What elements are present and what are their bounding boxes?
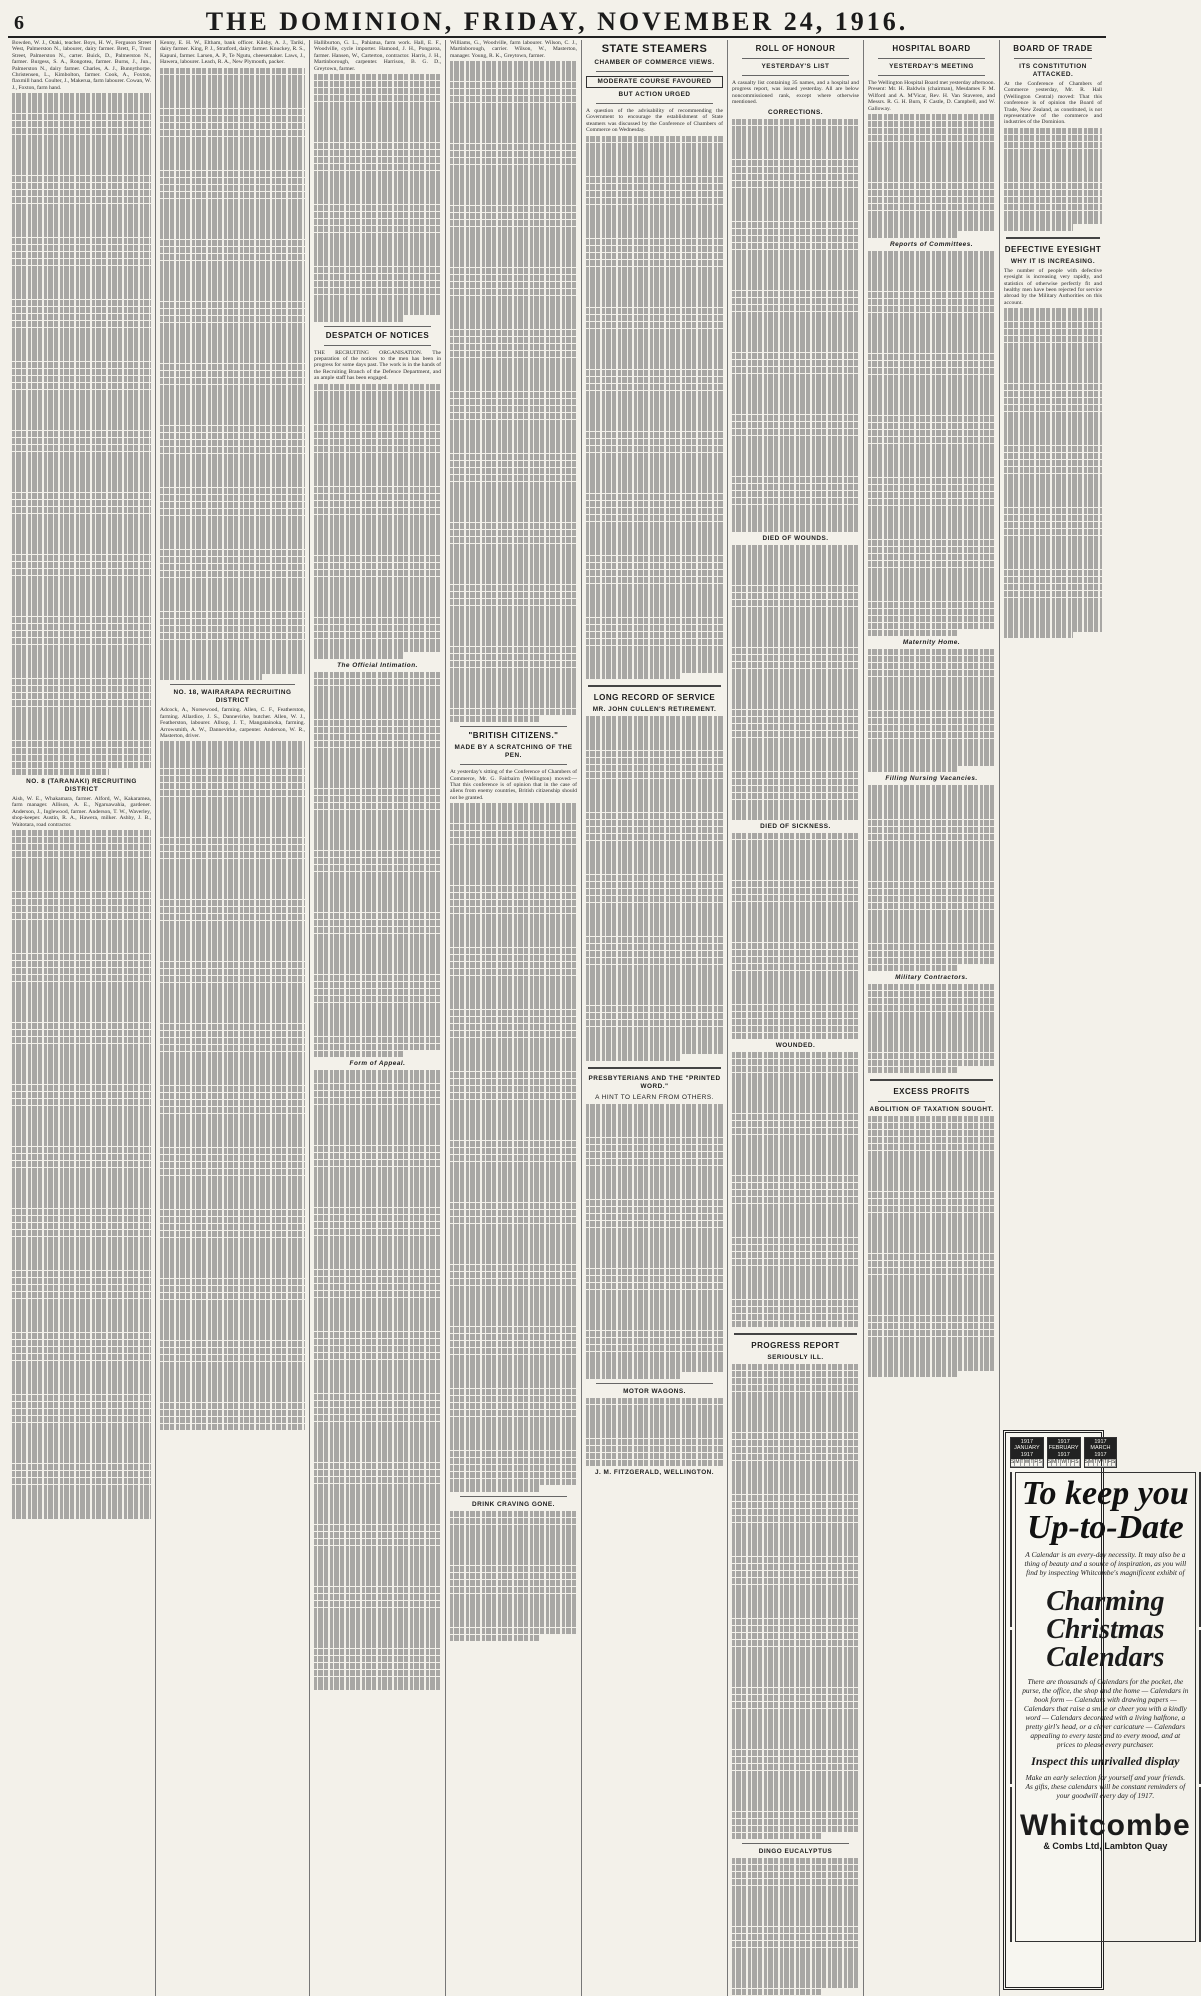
ad-text: There are thousands of Calendars for the pocket, the purse, the office, the shop and the home — Calendars in book form — Calendars with drawing papers — Calendars that raise a smile or cheer you with a kindly word — Calendars decorated with a living halftone, a pretty girl's head, or a clever caricature — Calendars appealing to every taste and to every mood, and at prices to please every purchaser. (1022, 1677, 1189, 1750)
text-block (450, 61, 577, 722)
article-lead: THE RECRUITING ORGANISATION. The preparation of the notices to the men has been in progress for some days past. The work is in the hands of the Recruiting Branch of the Defence Department, and an ample staff has been engaged. (314, 349, 441, 382)
text-block (732, 545, 859, 820)
calendar-month-1: 1917 JANUARY 1917 S M T W T F S (1010, 1437, 1044, 1468)
article-heading-despatch: DESPATCH OF NOTICES (325, 330, 430, 340)
article-lead: At the Conference of Chambers of Commerce yesterday, Mr. R. Hall (Wellington Central) moved: That this conference is of opinion the Board of Trade, New Zealand, as constituted, is not representative of the commerce and industries of the Dominion. (1004, 81, 1102, 126)
ad-heading-motor-wagons: MOTOR WAGONS. (623, 1387, 686, 1395)
text-block (314, 1070, 441, 1690)
page-number: 6 (14, 12, 24, 34)
column-2 (156, 40, 310, 1996)
column-8 (1000, 40, 1191, 1996)
divider (734, 1333, 857, 1335)
divider (878, 1101, 985, 1102)
ad-callout: Inspect this unrivalled display (1031, 1754, 1180, 1769)
calendar-side-left (1010, 1472, 1012, 1942)
divider (596, 103, 713, 104)
ad-text: Make an early selection for yourself and your friends. As gifts, these calendars will be constant reminders of your goodwill every day of 1917. (1025, 1773, 1186, 1801)
newspaper-title: THE DOMINION, FRIDAY, NOVEMBER 24, 1916. (205, 7, 909, 36)
article-lead: A question of the advisability of recommending the Government to encourage the establishment of State steamers was discussed by the Conference of Chambers of Commerce on Wednesday. (586, 108, 723, 134)
calendar-weekdays: S M T W T F S (1047, 1459, 1079, 1466)
article-subheading: ABOLITION OF TAXATION SOUGHT. (869, 1106, 994, 1114)
text-block (732, 119, 859, 532)
article-heading-state-steamers: STATE STEAMERS (601, 43, 708, 55)
text-block (12, 830, 151, 1519)
recruit-list-taranaki: Aish, W. E., Whakamara, farmer. Alford, W., Kakaramea, farm manager. Allison, A. E., Ngaruawahia, gardener. Anderson, J., Inglewood, farmer. Anderson, T. W., Waverley, shop-keeper. Austin, R. A., Hawera, milker. Ashby, J. B., Waitotara, road contractor. (12, 795, 151, 828)
subheading-form: Form of Appeal. (349, 1060, 406, 1068)
calendar-strip (1010, 1437, 1116, 1468)
divider (742, 1843, 849, 1844)
divider (324, 345, 431, 346)
calendar-weekdays: S M T W T F S (1084, 1459, 1116, 1466)
recruit-list: Bowden, W. J., Otaki, teacher. Boys, H. W., Ferguson Street West, Palmerston N., labourer, dairy farmer. Brett, F., Trust Street, Palmerston N., carter. Buick, D., Palmerston N., farmer. Burgess, S. A., Rongotea, farmer. Burns, J., Jun., Palmerston N., dairy farmer. Charles, A. J., Bunnythorpe. Christensen, L., Kimbolton, farmer. Cook, A., Foxton, flaxmill hand. Coulter, J., Makerua, farm labourer. Cowan, W. J., Foxton, farm hand. (12, 40, 151, 91)
recruit-list-wairarapa: Adcock, A., Norsewood, farming. Allen, C. F., Featherston, farming. Allardice, J. S., Dannevirke, butcher. Allen, W. J., Featherston, labourer. Allsop, J. T., Mangatainoka, farming. Arrowsmith, A. W., Dannevirke, carpenter. Anderson, W. R., Masterton, driver. (160, 707, 305, 740)
article-lead: A casualty list containing 35 names, and a hospital and progress report, was issued yesterday. All are below noncommissioned rank, except where otherwise mentioned. (732, 80, 859, 106)
text-block (868, 1116, 995, 1377)
text-block (586, 136, 723, 680)
text-block (314, 672, 441, 1057)
text-block (732, 1364, 859, 1839)
article-subheading: WHY IT IS INCREASING. (1010, 257, 1096, 265)
recruit-list: Williams, G., Woodville, farm labourer. Wilson, C. J., Martinborough, carrier. Wilson, W., Masterton, manager. Young, R. K., Greytown, farmer. (450, 40, 577, 59)
list-subheading: WOUNDED. (775, 1041, 816, 1049)
article-heading-british-citizens: "BRITISH CITIZENS." (468, 731, 559, 741)
divider (1006, 237, 1100, 239)
divider (588, 685, 721, 687)
brand-name: Whitcombe (1020, 1809, 1191, 1843)
article-lead: At yesterday's sitting of the Conference of Chambers of Commerce, Mr. G. Fairbairn (Wellington) moved:— That this conference is of opinion that in the case of aliens from enemy countries, British citizenship should not be granted. (450, 769, 577, 801)
divider (1014, 58, 1092, 59)
text-block (1004, 308, 1102, 638)
divider (596, 1383, 713, 1384)
divider (878, 75, 985, 76)
divider (460, 726, 567, 727)
article-heading-progress-report: PROGRESS REPORT (751, 1341, 840, 1351)
divider (588, 1067, 721, 1069)
list-subheading: DIED OF WOUNDS. (762, 534, 829, 542)
subheading-nursing: Filling Nursing Vacancies. (885, 775, 978, 783)
divider (460, 764, 567, 765)
column-7 (864, 40, 1000, 1996)
column-4 (446, 40, 582, 1996)
text-block (12, 93, 151, 775)
ad-body (1010, 1472, 1191, 1942)
calendar-weekdays: S M T W T F S (1011, 1459, 1042, 1466)
article-heading-hospital-board: HOSPITAL BOARD (892, 44, 971, 53)
list-subheading: CORRECTIONS. (768, 108, 823, 116)
ad-signoff: J. M. FITZGERALD, WELLINGTON. (594, 1469, 715, 1477)
text-block (586, 1398, 723, 1466)
text-block (868, 649, 995, 773)
ad-text: A Calendar is an every-day necessity. It may also be a thing of beauty and a source of inspiration, as you will find by inspecting Whitcombe's magnificent exhibit of (1024, 1550, 1187, 1578)
subheading-reports: Reports of Committees. (889, 240, 974, 248)
article-subheading: BUT ACTION URGED (618, 91, 691, 98)
divider (742, 75, 849, 76)
subheading-maternity: Maternity Home. (902, 638, 961, 646)
text-block (732, 1858, 859, 1995)
masthead (8, 8, 1106, 38)
text-block (868, 251, 995, 636)
ad-copy (1015, 1472, 1196, 1942)
column-5 (582, 40, 728, 1996)
article-lead: The Wellington Hospital Board met yesterday afternoon. Present: Mr. H. Baldwin (chairman), Mesdames F. M. Wilford and A. M'Vicar, Rev. H. Van Staveren, and Messrs. R. G. H. Burn, F. Castle, D. Campbell, and W. Galloway. (868, 80, 995, 112)
recruit-list: Kenny, E. H. W., Eltham, bank officer. Kilsby, A. J., Tariki, dairy farmer. King, P. J., Stratford, dairy farmer. Knuckey, R. S., Kapuni, farmer. Larsen, A. P., Te Ngutu, cheesemaker. Laws, J., Hawera, labourer. Leach, R. A., New Plymouth, packer. (160, 40, 305, 66)
article-subheading: MADE BY A SCRATCHING OF THE PEN. (454, 744, 573, 760)
text-block (314, 74, 441, 322)
article-subheading: ITS CONSTITUTION ATTACKED. (1019, 63, 1087, 78)
column-3 (310, 40, 446, 1996)
article-heading-defective-eyesight: DEFECTIVE EYESIGHT (1004, 244, 1102, 254)
divider (596, 71, 713, 72)
text-block (868, 785, 995, 971)
article-lead: The number of people with defective eyesight is increasing very rapidly, and statistics of otherwise perfectly fit and healthy men have been rejected for service abroad by the Military Authorities on this account. (1004, 267, 1102, 306)
article-heading-board-of-trade: BOARD OF TRADE (1013, 44, 1093, 53)
article-heading-presbyterians: PRESBYTERIANS AND THE "PRINTED WORD." (588, 1074, 721, 1090)
article-subheading: YESTERDAY'S MEETING (889, 63, 974, 70)
brand-address: & Combs Ltd, Lambton Quay (1043, 1841, 1168, 1852)
text-block (868, 984, 995, 1073)
ad-heading-drink: DRINK CRAVING GONE. (472, 1500, 555, 1508)
article-subheading: YESTERDAY'S LIST (761, 63, 830, 70)
calendar-month-2: 1917 FEBRUARY 1917 S M T W T F S (1047, 1437, 1081, 1468)
ad-headline-calendars: Charming Christmas Calendars (1046, 1586, 1165, 1674)
ad-heading-dingo: DINGO EUCALYPTUS (758, 1847, 833, 1855)
text-block (868, 114, 995, 238)
columns (8, 40, 1191, 1855)
column-6 (728, 40, 864, 1996)
text-block (160, 68, 305, 681)
list-subheading: DIED OF SICKNESS. (760, 822, 831, 830)
text-block (450, 1511, 577, 1641)
divider (742, 58, 849, 59)
article-subheading: MR. JOHN CULLEN'S RETIREMENT. (592, 706, 717, 714)
subheading-military: Military Contractors. (895, 974, 968, 982)
text-block (160, 741, 305, 1430)
section-heading-taranaki: NO. 8 (TARANAKI) RECRUITING DISTRICT (26, 777, 137, 793)
section-heading-wairarapa: NO. 18, WAIRARAPA RECRUITING DISTRICT (173, 689, 292, 705)
divider (870, 1079, 993, 1081)
calendar-side-right (1199, 1472, 1201, 1942)
text-block (586, 716, 723, 1060)
text-block (732, 833, 859, 1039)
divider (170, 684, 295, 685)
article-subheading: MODERATE COURSE FAVOURED (586, 76, 723, 88)
text-block (1004, 128, 1102, 231)
subheading-official: The Official Intimation. (337, 661, 418, 669)
column-1 (8, 40, 156, 1996)
ad-headline: To keep you Up-to-Date (1021, 1475, 1189, 1547)
divider (878, 58, 985, 59)
text-block (314, 384, 441, 659)
article-subheading: A HINT TO LEARN FROM OTHERS. (595, 1093, 714, 1101)
divider (324, 326, 431, 327)
article-heading-excess-profits: EXCESS PROFITS (893, 1087, 970, 1097)
article-heading-roll-of-honour: ROLL OF HONOUR (755, 44, 836, 53)
recruit-list: Halliburton, G. L., Pahiatua, farm work. Hall, E. F., Woodville, cycle importer. Hamond, J. H., Pongaroa, farmer. Hansen, W., Carterton, contractor. Harris, J. H., Martinborough, carpenter. Harrison, B. G. D., Greytown, farmer. (314, 40, 441, 72)
divider (460, 1496, 567, 1497)
article-heading-long-record: LONG RECORD OF SERVICE (593, 693, 716, 703)
article-subheading: CHAMBER OF COMMERCE VIEWS. (594, 59, 715, 66)
list-subheading: SERIOUSLY ILL. (767, 1354, 824, 1362)
calendar-advertisement (1003, 1430, 1191, 1990)
text-block (732, 1052, 859, 1327)
text-block (450, 803, 577, 1492)
text-block (586, 1104, 723, 1379)
calendar-month-3: 1917 MARCH 1917 S M T W T F S (1084, 1437, 1118, 1468)
